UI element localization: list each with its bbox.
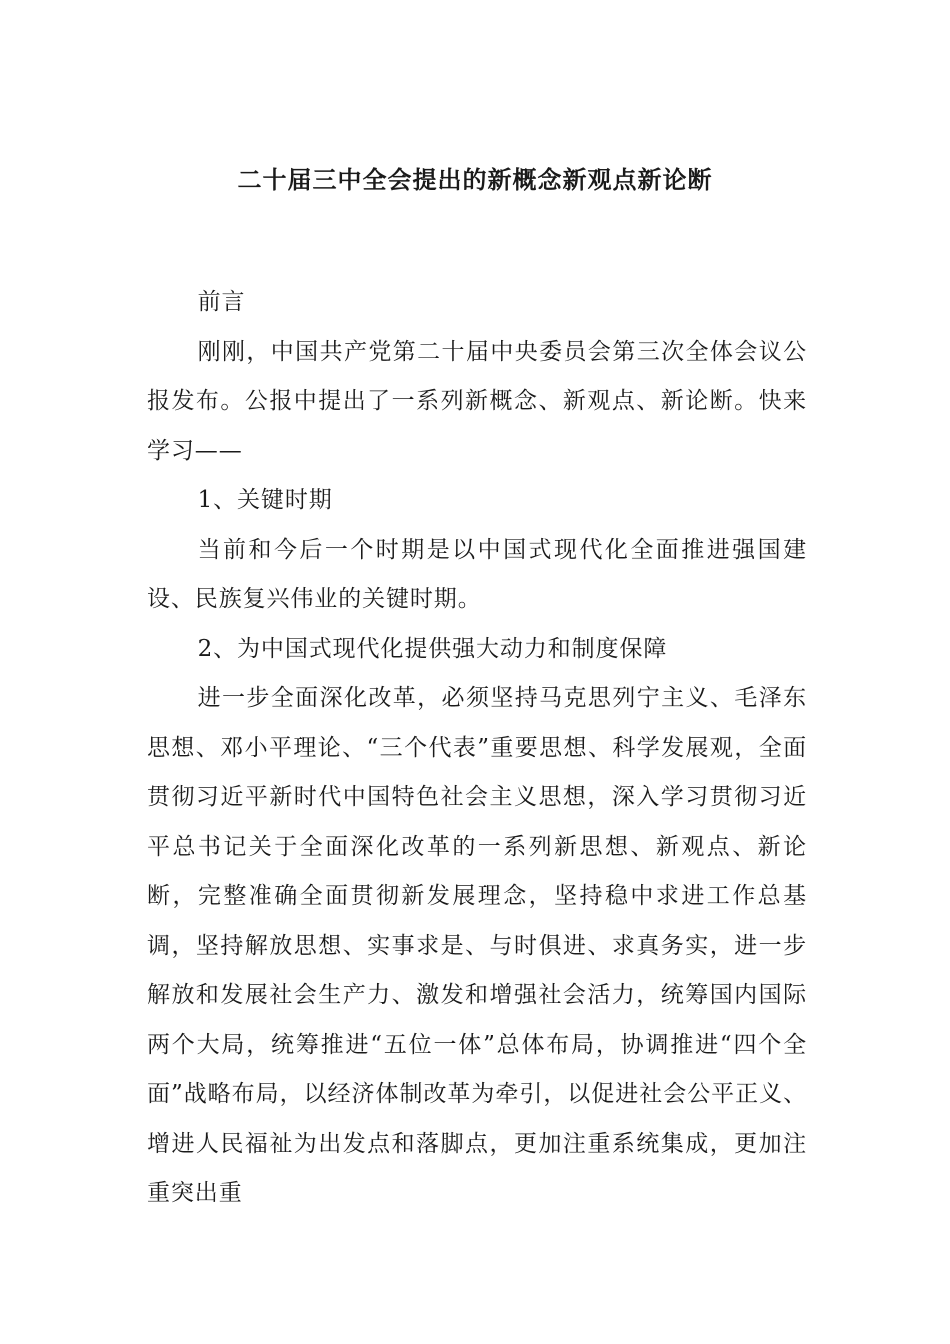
document-body (147, 278, 807, 1219)
paragraph-intro: 刚刚，中国共产党第二十届中央委员会第三次全体会议公报发布。公报中提出了一系列新概念、新观点、新论断。快来学习—— (147, 338, 807, 464)
document-title: 二十届三中全会提出的新概念新观点新论断 (237, 166, 713, 194)
section-heading-1: 1、关键时期 (197, 487, 333, 513)
section-heading-2: 2、为中国式现代化提供强大动力和制度保障 (197, 635, 668, 662)
paragraph-section-1: 当前和今后一个时期是以中国式现代化全面推进强国建设、民族复兴伟业的关键时期。 (147, 536, 807, 612)
heading-preface: 前言 (197, 289, 246, 315)
paragraph-section-2: 进一步全面深化改革，必须坚持马克思列宁主义、毛泽东思想、邓小平理论、“三个代表”重要思想、科学发展观，全面贯彻习近平新时代中国特色社会主义思想，深入学习贯彻习近平总书记关于全面深化改革的一系列新思想、新观点、新论断，完整准确全面贯彻新发展理念，坚持稳中求进工作总基调，坚持解放思想、实事求是、与时俱进、求真务实，进一步解放和发展社会生产力、激发和增强社会活力，统筹国内国际两个大局，统筹推进“五位一体”总体布局，协调推进“四个全面”战略布局，以经济体制改革为牵引，以促进社会公平正义、增进人民福祉为出发点和落脚点，更加注重系统集成，更加注重突出重 (147, 685, 807, 1206)
